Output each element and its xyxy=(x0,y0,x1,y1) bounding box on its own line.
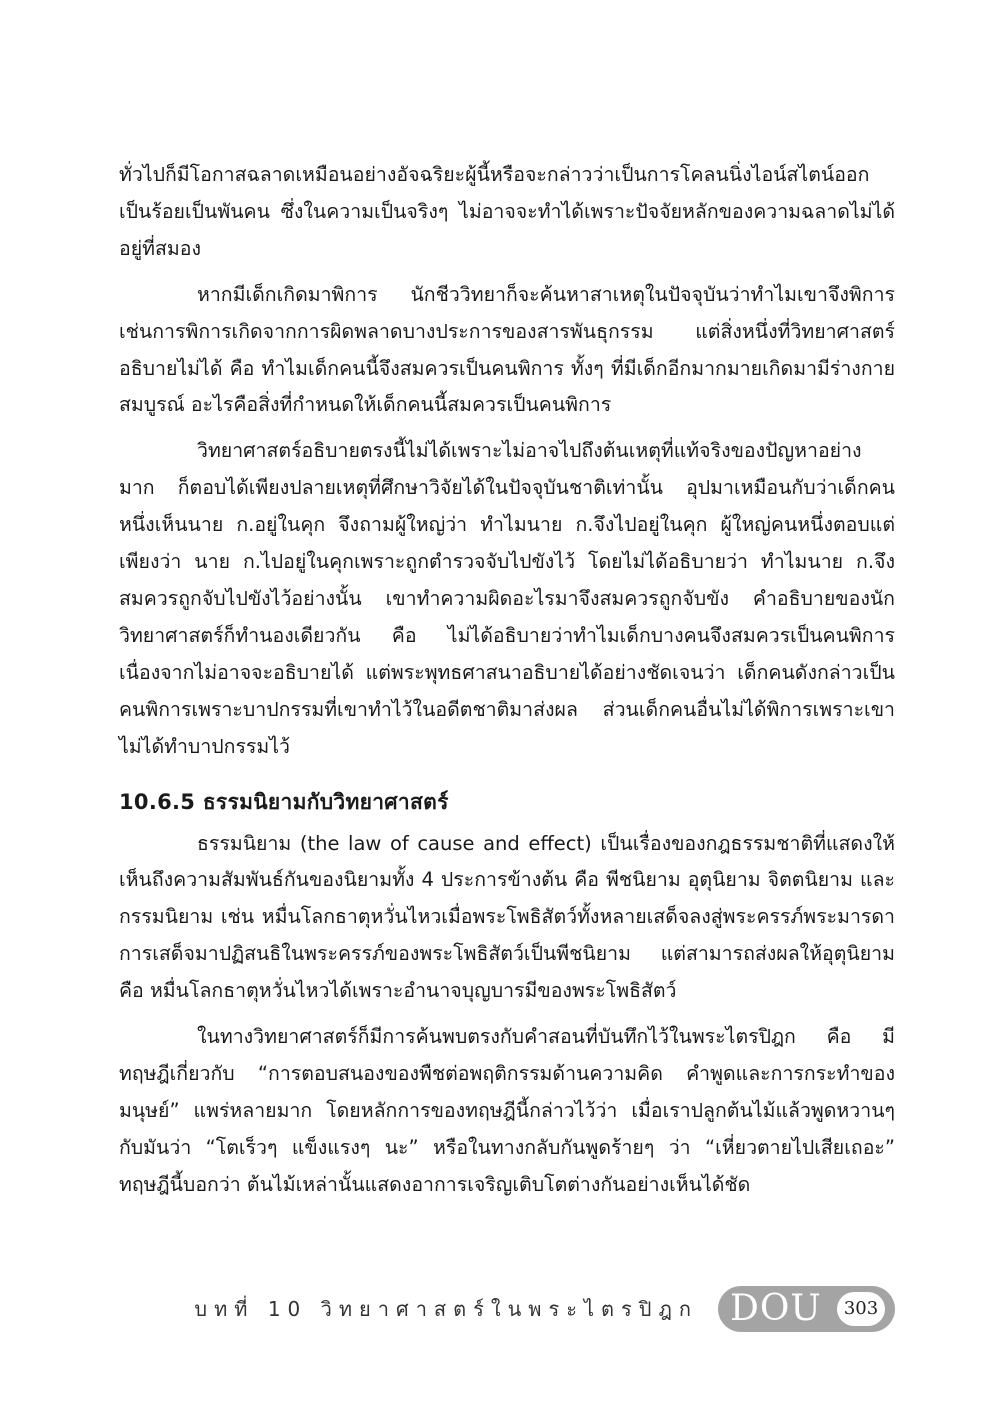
page-number: 303 xyxy=(837,1292,885,1326)
paragraph: ในทางวิทยาศาสตร์ก็มีการค้นพบตรงกับคำสอนที่บันทึกไว้ในพระไตรปิฎก คือ มีทฤษฎีเกี่ยวกับ “การตอบสนองของพืชต่อพฤติกรรมด้านความคิด คำพูดและการกระทำของมนุษย์” แพร่หลายมาก โดยหลักการของทฤษฎีนี้กล่าวไว้ว่า เมื่อเราปลูกต้นไม้แล้วพูดหวานๆ กับมันว่า “โตเร็วๆ แข็งแรงๆ นะ” หรือในทางกลับกันพูดร้ายๆ ว่า “เหี่ยวตายไปเสียเถอะ” ทฤษฎีนี้บอกว่า ต้นไม้เหล่านั้นแสดงอาการเจริญเติบโตต่างกันอย่างเห็นได้ชัด xyxy=(119,1025,895,1196)
page-footer xyxy=(0,1285,1000,1333)
chapter-title: บทที่ 10 วิทยาศาสตร์ในพระไตรปิฎก xyxy=(194,1297,698,1321)
body-text xyxy=(119,157,895,1213)
paragraph: ธรรมนิยาม (the law of cause and effect) เป็นเรื่องของกฎธรรมชาติที่แสดงให้เห็นถึงความสัมพันธ์กันของนิยามทั้ง 4 ประการข้างต้น คือ พีชนิยาม อุตุนิยาม จิตตนิยาม และกรรมนิยาม เช่น หมื่นโลกธาตุหวั่นไหวเมื่อพระโพธิสัตว์ทั้งหลายเสด็จลงสู่พระครรภ์พระมารดา การเสด็จมาปฏิสนธิในพระครรภ์ของพระโพธิสัตว์เป็นพีชนิยาม แต่สามารถส่งผลให้อุตุนิยามคือ หมื่นโลกธาตุหวั่นไหวได้เพราะอำนาจบุญบารมีของพระโพธิสัตว์ xyxy=(119,831,895,1003)
brand-logo: DOU xyxy=(730,1288,822,1329)
paragraph: ทั่วไปก็มีโอกาสฉลาดเหมือนอย่างอัจฉริยะผู้นี้หรือจะกล่าวว่าเป็นการโคลนนิ่งไอน์สไตน์ออกเป็นร้อยเป็นพันคน ซึ่งในความเป็นจริงๆ ไม่อาจจะทำได้เพราะปัจจัยหลักของความฉลาดไม่ได้อยู่ที่สมอง xyxy=(119,163,895,260)
section-heading: 10.6.5 ธรรมนิยามกับวิทยาศาสตร์ xyxy=(119,789,449,814)
dou-badge xyxy=(718,1286,895,1332)
paragraph: วิทยาศาสตร์อธิบายตรงนี้ไม่ได้เพราะไม่อาจไปถึงต้นเหตุที่แท้จริงของปัญหาอย่างมาก ก็ตอบได้เพียงปลายเหตุที่ศึกษาวิจัยได้ในปัจจุบันชาติเท่านั้น อุปมาเหมือนกับว่าเด็กคนหนึ่งเห็นนาย ก.อยู่ในคุก จึงถามผู้ใหญ่ว่า ทำไมนาย ก.จึงไปอยู่ในคุก ผู้ใหญ่คนหนึ่งตอบแต่เพียงว่า นาย ก.ไปอยู่ในคุกเพราะถูกตำรวจจับไปขังไว้ โดยไม่ได้อธิบายว่า ทำไมนาย ก.จึงสมควรถูกจับไปขังไว้อย่างนั้น เขาทำความผิดอะไรมาจึงสมควรถูกจับขัง คำอธิบายของนักวิทยาศาสตร์ก็ทำนองเดียวกัน คือ ไม่ได้อธิบายว่าทำไมเด็กบางคนจึงสมควรเป็นคนพิการ เนื่องจากไม่อาจจะอธิบายได้ แต่พระพุทธศาสนาอธิบายได้อย่างชัดเจนว่า เด็กคนดังกล่าวเป็นคนพิการเพราะบาปกรรมที่เขาทำไว้ในอดีตชาติมาส่งผล ส่วนเด็กคนอื่นไม่ได้พิการเพราะเขาไม่ได้ทำบาปกรรมไว้ xyxy=(119,439,895,758)
paragraph: หากมีเด็กเกิดมาพิการ นักชีววิทยาก็จะค้นหาสาเหตุในปัจจุบันว่าทำไมเขาจึงพิการ เช่นการพิการเกิดจากการผิดพลาดบางประการของสารพันธุกรรม แต่สิ่งหนึ่งที่วิทยาศาสตร์อธิบายไม่ได้ คือ ทำไมเด็กคนนี้จึงสมควรเป็นคนพิการ ทั้งๆ ที่มีเด็กอีกมากมายเกิดมามีร่างกายสมบูรณ์ อะไรคือสิ่งที่กำหนดให้เด็กคนนี้สมควรเป็นคนพิการ xyxy=(119,282,895,417)
